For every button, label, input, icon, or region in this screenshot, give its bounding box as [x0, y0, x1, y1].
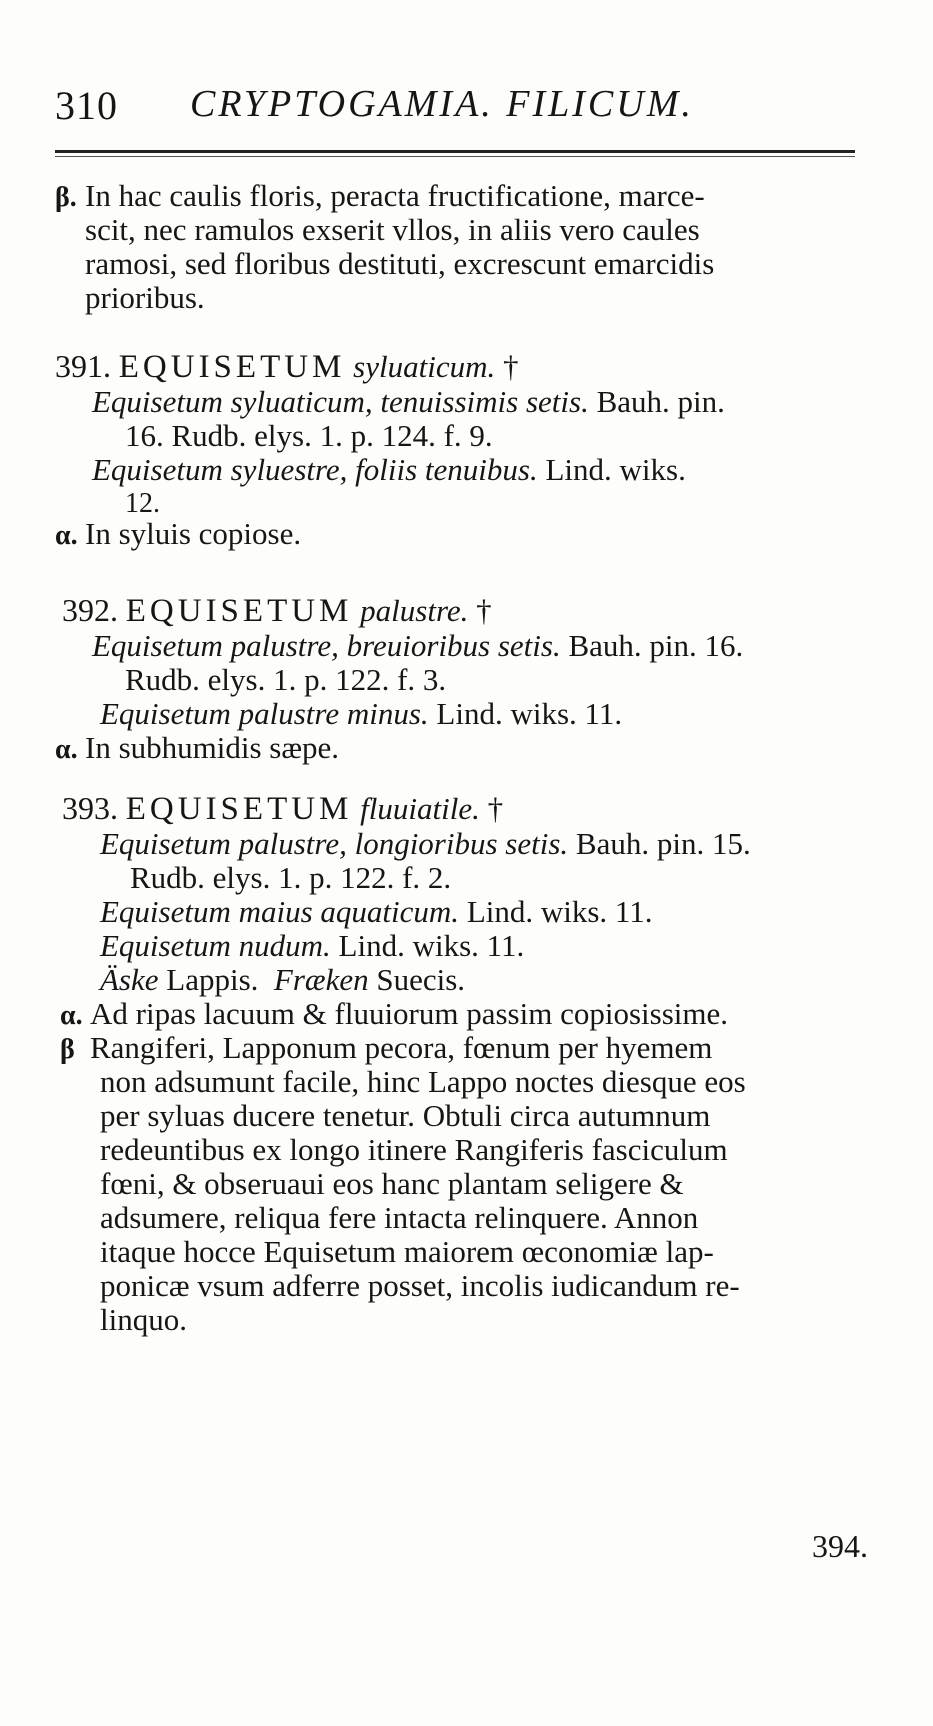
synonym-line: 16. Rudb. elys. 1. p. 124. f. 9.: [125, 418, 493, 453]
synonym-line: Equisetum palustre minus. Lind. wiks. 11.: [100, 696, 623, 731]
header-rule: [55, 150, 855, 153]
note-line: non adsumunt facile, hinc Lappo noctes diesque eos: [100, 1064, 746, 1099]
note-line: fœni, & obseruaui eos hanc plantam seligere &: [100, 1166, 684, 1201]
note-line: per syluas ducere tenetur. Obtuli circa autumnum: [100, 1098, 711, 1133]
synonym-line: Equisetum syluestre, foliis tenuibus. Lind. wiks.: [92, 452, 686, 487]
catchword: 394.: [812, 1528, 868, 1564]
habitat-line: α. In syluis copiose.: [55, 516, 302, 551]
synonym-line: Equisetum nudum. Lind. wiks. 11.: [100, 928, 525, 963]
intro-line-3: ramosi, sed floribus destituti, excrescunt emarcidis: [85, 246, 715, 281]
habitat-line: α. In subhumidis sæpe.: [55, 730, 340, 765]
beta-marker: β.: [55, 182, 77, 213]
page-number: 310: [55, 83, 118, 128]
intro-line-1: β. In hac caulis floris, peracta fructificatione, marce-: [55, 178, 705, 216]
header-rule-thin: [55, 156, 855, 157]
note-line: β Rangiferi, Lapponum pecora, fœnum per hyemem: [60, 1030, 713, 1065]
note-line: ponicæ vsum adferre posset, incolis iudicandum re-: [100, 1268, 740, 1303]
running-title: CRYPTOGAMIA. FILICUM.: [190, 83, 694, 125]
habitat-line: α. Ad ripas lacuum & fluuiorum passim copiosissime.: [60, 996, 729, 1031]
synonym-line: Equisetum palustre, longioribus setis. Bauh. pin. 15.: [100, 826, 751, 861]
vernacular-line: Äske Lappis. Fræken Suecis.: [100, 962, 466, 997]
note-line: itaque hocce Equisetum maiorem œconomiæ lap-: [100, 1234, 714, 1269]
intro-line-4: prioribus.: [85, 280, 205, 315]
synonym-line: Equisetum palustre, breuioribus setis. Bauh. pin. 16.: [92, 628, 744, 663]
synonym-line: Rudb. elys. 1. p. 122. f. 3.: [125, 662, 447, 697]
page-header: [55, 82, 855, 132]
entry-heading-393: 393. EQUISETUM fluuiatile. †: [62, 790, 504, 827]
note-line: adsumere, reliqua fere intacta relinquere. Annon: [100, 1200, 699, 1235]
note-line: redeuntibus ex longo itinere Rangiferis fasciculum: [100, 1132, 728, 1167]
synonym-line: Equisetum syluaticum, tenuissimis setis. Bauh. pin.: [92, 384, 725, 419]
intro-line-2: scit, nec ramulos exserit vllos, in aliis vero caules: [85, 212, 700, 247]
synonym-line: Rudb. elys. 1. p. 122. f. 2.: [130, 860, 452, 895]
synonym-line: 12.: [125, 488, 160, 519]
note-line: linquo.: [100, 1302, 187, 1337]
synonym-line: Equisetum maius aquaticum. Lind. wiks. 11.: [100, 894, 653, 929]
entry-heading-391: 391. EQUISETUM syluaticum. †: [55, 348, 519, 385]
entry-heading-392: 392. EQUISETUM palustre. †: [62, 592, 492, 629]
